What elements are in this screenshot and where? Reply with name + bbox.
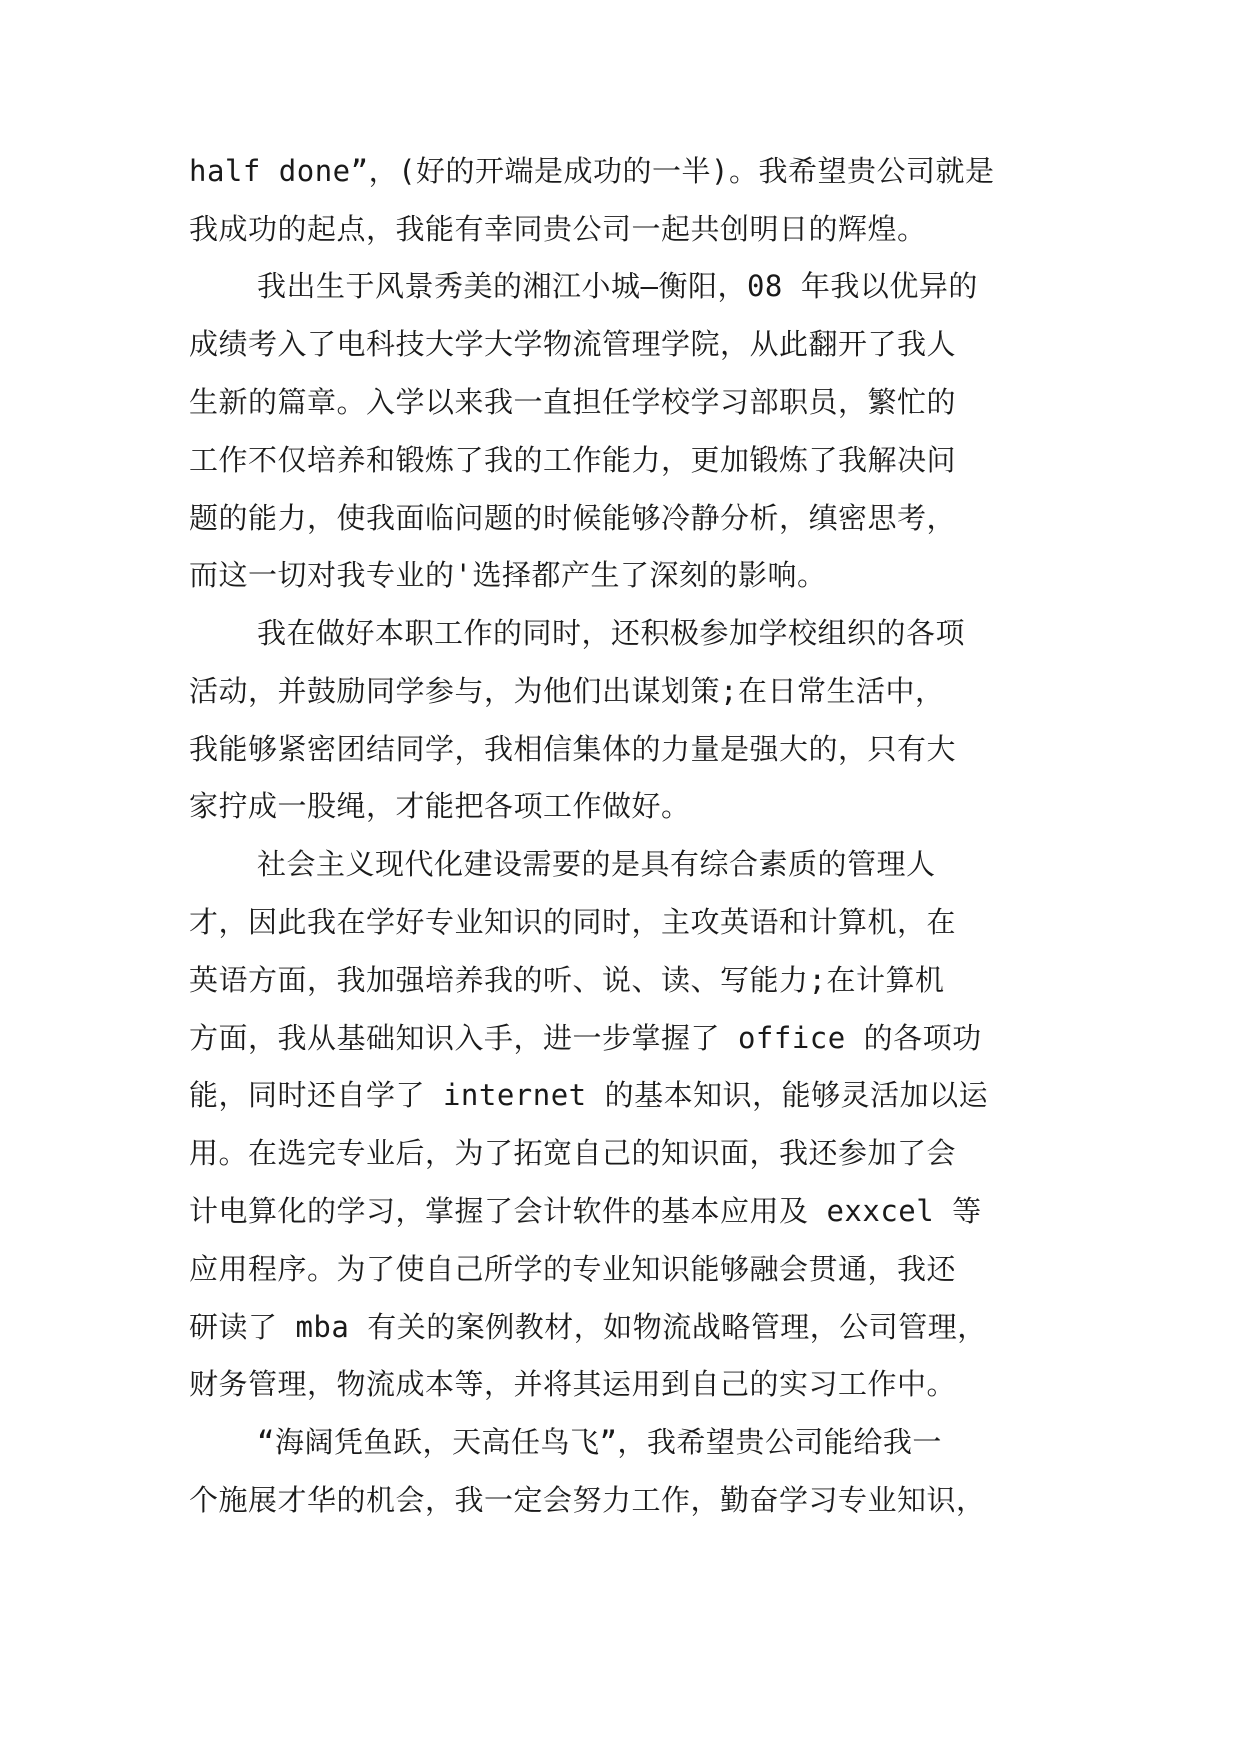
text-line: 活动，并鼓励同学参与，为他们出谋划策;在日常生活中， — [189, 674, 945, 708]
text-line: 我在做好本职工作的同时，还积极参加学校组织的各项 — [257, 616, 966, 650]
text-line: 成绩考入了电科技大学大学物流管理学院，从此翻开了我人 — [189, 327, 957, 361]
text-line: 我出生于风景秀美的湘江小城—衡阳，08 年我以优异的 — [257, 269, 978, 303]
text-line: 家拧成一股绳，才能把各项工作做好。 — [189, 789, 691, 823]
text-line: 英语方面，我加强培养我的听、说、读、写能力;在计算机 — [189, 963, 945, 997]
text-line: 能，同时还自学了 internet 的基本知识，能够灵活加以运 — [189, 1078, 989, 1112]
text-line: 方面，我从基础知识入手，进一步掌握了 office 的各项功 — [189, 1021, 982, 1055]
text-line: half done”，(好的开端是成功的一半)。我希望贵公司就是 — [189, 154, 995, 188]
text-line: 而这一切对我专业的'选择都产生了深刻的影响。 — [189, 558, 827, 592]
text-line: 应用程序。为了使自己所学的专业知识能够融会贯通，我还 — [189, 1252, 957, 1286]
text-line: 我能够紧密团结同学，我相信集体的力量是强大的，只有大 — [189, 732, 957, 766]
text-line: 才，因此我在学好专业知识的同时，主攻英语和计算机，在 — [189, 905, 957, 939]
text-line: 用。在选完专业后，为了拓宽自己的知识面，我还参加了会 — [189, 1136, 957, 1170]
text-line: 生新的篇章。入学以来我一直担任学校学习部职员，繁忙的 — [189, 385, 957, 419]
text-line: 计电算化的学习，掌握了会计软件的基本应用及 exxcel 等 — [189, 1194, 982, 1228]
text-line: 研读了 mba 有关的案例教材，如物流战略管理，公司管理， — [189, 1310, 987, 1344]
text-line: 工作不仅培养和锻炼了我的工作能力，更加锻炼了我解决问 — [189, 443, 957, 477]
text-line: 个施展才华的机会，我一定会努力工作，勤奋学习专业知识， — [189, 1483, 986, 1517]
text-line: 财务管理，物流成本等，并将其运用到自己的实习工作中。 — [189, 1367, 957, 1401]
text-line: 社会主义现代化建设需要的是具有综合素质的管理人 — [257, 847, 936, 881]
text-line: “海阔凭鱼跃，天高任鸟飞”，我希望贵公司能给我一 — [257, 1425, 942, 1459]
text-line: 我成功的起点，我能有幸同贵公司一起共创明日的辉煌。 — [189, 212, 927, 246]
text-line: 题的能力，使我面临问题的时候能够冷静分析，缜密思考， — [189, 501, 957, 535]
